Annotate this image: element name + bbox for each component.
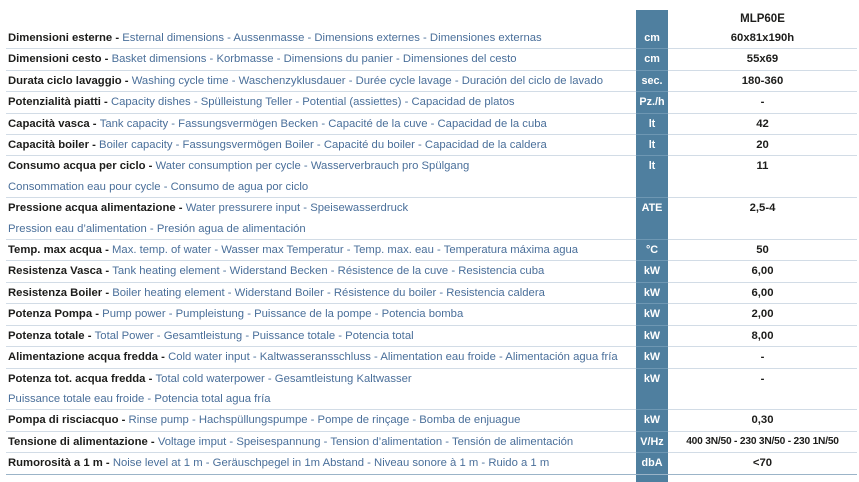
- spec-value: 20: [668, 135, 857, 156]
- spec-label-italian: Dimensioni cesto: [8, 53, 102, 66]
- spec-label-italian: Potenza totale: [8, 329, 85, 342]
- spec-label: Alimentazione acqua fredda - Cold water input - Kaltwasseransschluss - Alimentation eau froide - Alimentación agua fría: [6, 347, 636, 368]
- spec-value: 55x69: [668, 49, 857, 70]
- spec-label-italian: Dimensioni esterne: [8, 32, 113, 44]
- spec-value: 50: [668, 240, 857, 261]
- spec-value: 2,5-4: [668, 198, 857, 240]
- spec-unit: Pz./h: [636, 92, 668, 113]
- spec-value: 42: [668, 113, 857, 134]
- spec-unit: °C: [636, 240, 668, 261]
- spec-unit: kW: [636, 347, 668, 368]
- spec-label-translations-line2: Consommation eau pour cycle - Consumo de agua por ciclo: [8, 180, 309, 193]
- spec-label-translations: Washing cycle time - Waschenzyklusdauer - Durée cycle lavage - Duración del ciclo de lavado: [131, 74, 604, 87]
- spec-row: [6, 431, 857, 452]
- spec-label-italian: Capacità vasca: [8, 117, 90, 130]
- spec-label-translations: Boiler heating element - Widerstand Boiler - Résistence du boiler - Resistencia caldera: [112, 286, 545, 299]
- model-header: MLP60E: [740, 13, 785, 25]
- spec-value: 400 3N/50 - 230 3N/50 - 230 1N/50: [668, 431, 857, 452]
- spec-label-italian: Resistenza Vasca: [8, 265, 103, 278]
- spec-label-italian: Rumorosità a 1 m: [8, 457, 103, 470]
- header-desc-cell: [6, 10, 636, 28]
- spec-label-italian: Pompa di risciacquo: [8, 414, 119, 427]
- spec-label-translations: Capacity dishes - Spülleistung Teller - Potential (assiettes) - Capacidad de platos: [110, 96, 515, 109]
- spec-row: [6, 28, 857, 49]
- spec-label-translations-line2: Pression eau d’alimentation - Presión agua de alimentación: [8, 222, 306, 235]
- spec-value: 8,00: [668, 325, 857, 346]
- spec-label: Dimensioni esterne - Esternal dimensions - Aussenmasse - Dimensions externes - Dimensiones externas: [6, 28, 636, 49]
- spec-row: [6, 453, 857, 474]
- spec-label-italian: Potenza Pompa: [8, 308, 93, 321]
- spec-unit: lt: [636, 113, 668, 134]
- spec-value: -: [668, 347, 857, 368]
- spec-label-italian: Capacità boiler: [8, 139, 89, 152]
- spec-label: Potenza totale - Total Power - Gesamtleistung - Puissance totale - Potencia total: [6, 325, 636, 346]
- spec-unit: sec.: [636, 70, 668, 91]
- spec-label-italian: Consumo acqua per ciclo: [8, 160, 146, 173]
- spec-label-translations: Tank heating element - Widerstand Becken - Résistence de la cuve - Resistencia cuba: [112, 265, 545, 278]
- spec-label: Dimensioni cesto - Basket dimensions - Korbmasse - Dimensions du panier - Dimensiones del cesto: [6, 49, 636, 70]
- spec-unit: lt: [636, 156, 668, 198]
- spec-unit: kW: [636, 261, 668, 282]
- spec-row: [6, 70, 857, 91]
- spec-row: [6, 368, 857, 410]
- spec-unit: kW: [636, 282, 668, 303]
- header-unit-cell: [636, 10, 668, 28]
- spec-unit: cm: [636, 49, 668, 70]
- spec-label-italian: Potenzialità piatti: [8, 96, 101, 109]
- spec-unit: dbA: [636, 453, 668, 474]
- spec-label: Resistenza Boiler - Boiler heating element - Widerstand Boiler - Résistence du boiler - Resistencia caldera: [6, 282, 636, 303]
- header-row: [6, 10, 857, 28]
- spec-unit: V/Hz: [636, 431, 668, 452]
- spec-row: [6, 347, 857, 368]
- spec-label-italian: Potenza tot. acqua fredda: [8, 372, 146, 385]
- spec-label: Potenza tot. acqua fredda - Total cold waterpower - Gesamtleistung Kaltwasser Puissance totale eau froide - Potencia total agua fría: [6, 368, 636, 410]
- spec-label-translations: Tank capacity - Fassungsvermögen Becken - Capacité de la cuve - Capacidad de la cuba: [99, 117, 547, 130]
- spec-label-translations: Voltage imput - Speisespannung - Tension d’alimentation - Tensión de alimentación: [157, 435, 574, 448]
- spec-label-translations: Water consumption per cycle - Wasserverbrauch pro Spülgang: [155, 160, 470, 173]
- spec-label-translations: Noise level at 1 m - Geräuschpegel in 1m Abstand - Niveau sonore à 1 m - Ruido a 1 m: [112, 457, 550, 470]
- spec-value: 180-360: [668, 70, 857, 91]
- spec-label-italian: Resistenza Boiler: [8, 286, 103, 299]
- spec-unit: kW: [636, 304, 668, 325]
- spec-row: [6, 240, 857, 261]
- spec-label-italian: Alimentazione acqua fredda: [8, 351, 159, 364]
- spec-label: Durata ciclo lavaggio - Washing cycle time - Waschenzyklusdauer - Durée cycle lavage - Duración del ciclo de lavado: [6, 70, 636, 91]
- spec-unit: lt: [636, 135, 668, 156]
- spec-unit: ATE: [636, 198, 668, 240]
- spec-value: 6,00: [668, 282, 857, 303]
- spec-label-translations: Total Power - Gesamtleistung - Puissance totale - Potencia total: [94, 329, 414, 342]
- spec-label-italian: Durata ciclo lavaggio: [8, 74, 122, 87]
- spec-label: Resistenza Vasca - Tank heating element - Widerstand Becken - Résistence de la cuve - Resistencia cuba: [6, 261, 636, 282]
- spec-value: <70: [668, 453, 857, 474]
- spec-table: [6, 10, 857, 475]
- spec-label-translations: Max. temp. of water - Wasser max Temperatur - Temp. max. eau - Temperatura máxima agua: [112, 244, 579, 257]
- spec-row: [6, 410, 857, 431]
- spec-label: Capacità vasca - Tank capacity - Fassungsvermögen Becken - Capacité de la cuve - Capacidad de la cuba: [6, 113, 636, 134]
- spec-label-translations: Total cold waterpower - Gesamtleistung Kaltwasser: [155, 372, 412, 385]
- spec-label: Capacità boiler - Boiler capacity - Fassungsvermögen Boiler - Capacité du boiler - Capacidad de la caldera: [6, 135, 636, 156]
- spec-value: -: [668, 92, 857, 113]
- spec-value: 60x81x190h: [668, 28, 857, 49]
- spec-label-translations: Esternal dimensions - Aussenmasse - Dimensions externes - Dimensiones externas: [122, 32, 542, 44]
- spec-label: Pressione acqua alimentazione - Water pressurere input - Speisewasserdruck Pression eau d’alimentation - Presión agua de alimentación: [6, 198, 636, 240]
- spec-label-italian: Pressione acqua alimentazione: [8, 202, 176, 215]
- spec-value: 2,00: [668, 304, 857, 325]
- spec-label: Rumorosità a 1 m - Noise level at 1 m - Geräuschpegel in 1m Abstand - Niveau sonore à 1 m - Ruido a 1 m: [6, 453, 636, 474]
- spec-value: -: [668, 368, 857, 410]
- spec-label-italian: Temp. max acqua: [8, 244, 102, 257]
- spec-row: [6, 261, 857, 282]
- spec-value: 6,00: [668, 261, 857, 282]
- spec-label: Potenza Pompa - Pump power - Pumpleistung - Puissance de la pompe - Potencia bomba: [6, 304, 636, 325]
- spec-row: [6, 92, 857, 113]
- spec-label: Potenzialità piatti - Capacity dishes - Spülleistung Teller - Potential (assiettes) - Capacidad de platos: [6, 92, 636, 113]
- spec-row: [6, 135, 857, 156]
- spec-row: [6, 325, 857, 346]
- spec-unit: kW: [636, 368, 668, 410]
- spec-unit: kW: [636, 325, 668, 346]
- spec-value: 0,30: [668, 410, 857, 431]
- spec-unit: kW: [636, 410, 668, 431]
- spec-row: [6, 304, 857, 325]
- spec-label-translations: Pump power - Pumpleistung - Puissance de la pompe - Potencia bomba: [102, 308, 464, 321]
- spec-row: [6, 49, 857, 70]
- spec-label: Pompa di risciacquo - Rinse pump - Hachspüllungspumpe - Pompe de rinçage - Bomba de enjuague: [6, 410, 636, 431]
- spec-label-translations: Boiler capacity - Fassungsvermögen Boiler - Capacité du boiler - Capacidad de la caldera: [99, 139, 547, 152]
- spec-unit: cm: [636, 28, 668, 49]
- spec-label-translations-line2: Puissance totale eau froide - Potencia total agua fría: [8, 392, 271, 405]
- spec-row: [6, 198, 857, 240]
- spec-label: Consumo acqua per ciclo - Water consumption per cycle - Wasserverbrauch pro Spülgang Consommation eau pour cycle - Consumo de agua por ciclo: [6, 156, 636, 198]
- spec-row: [6, 156, 857, 198]
- spec-row: [6, 282, 857, 303]
- spec-label-italian: Tensione di alimentazione: [8, 435, 148, 448]
- spec-value: 11: [668, 156, 857, 198]
- spec-label: Temp. max acqua - Max. temp. of water - Wasser max Temperatur - Temp. max. eau - Temperatura máxima agua: [6, 240, 636, 261]
- spec-row: [6, 113, 857, 134]
- spec-label-translations: Water pressurere input - Speisewasserdruck: [185, 202, 409, 215]
- spec-label-translations: Rinse pump - Hachspüllungspumpe - Pompe de rinçage - Bomba de enjuague: [128, 414, 521, 427]
- spec-label: Tensione di alimentazione - Voltage imput - Speisespannung - Tension d’alimentation - Tensión de alimentación: [6, 431, 636, 452]
- spec-label-translations: Basket dimensions - Korbmasse - Dimensions du panier - Dimensiones del cesto: [111, 53, 517, 66]
- spec-label-translations: Cold water input - Kaltwasseransschluss - Alimentation eau froide - Alimentación agua fría: [168, 351, 618, 364]
